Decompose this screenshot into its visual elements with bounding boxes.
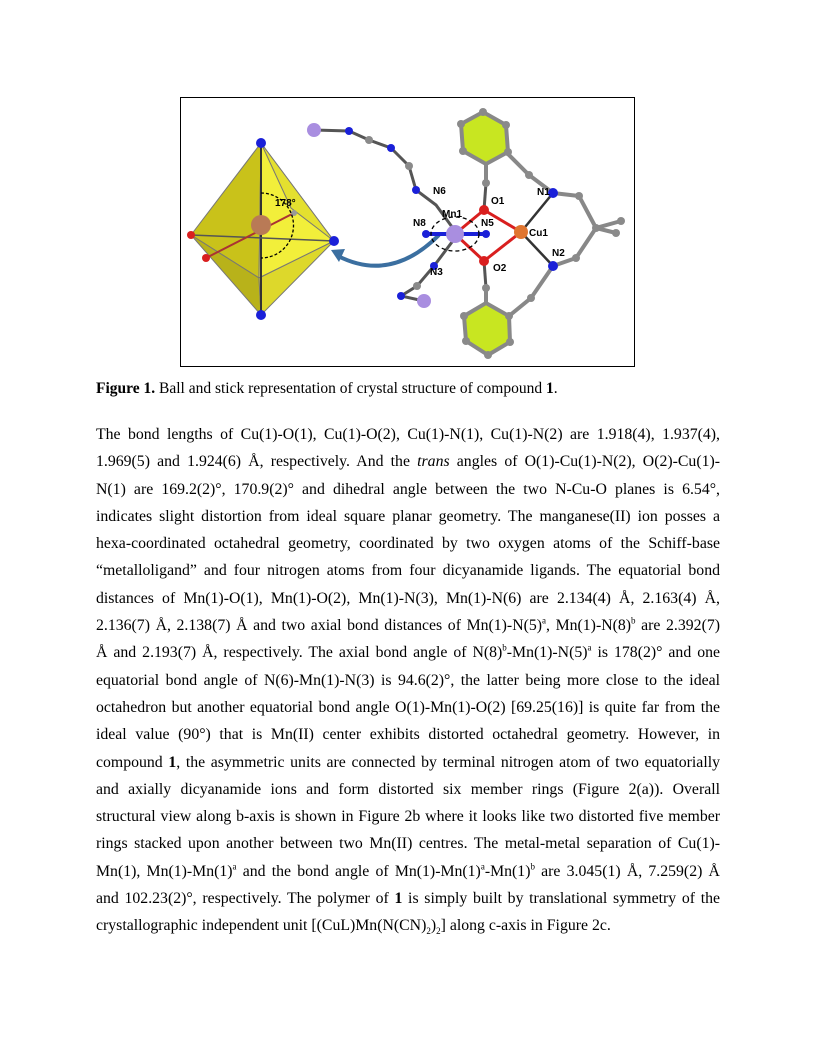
caption-compound: 1	[545, 380, 554, 397]
crystal-structure-diagram	[181, 98, 634, 366]
paragraph-line: The bond lengths of Cu(1)-O(1), Cu(1)-O(2), Cu(1)-N(1), Cu(1)-N(2) are 1.918(4), 1.937(4),	[96, 426, 720, 443]
body-paragraph	[96, 421, 720, 940]
text-run: Å and 2.193(7) Å, respectively. The axial bond angle of N(8)	[96, 644, 503, 662]
label-n1: N1	[537, 187, 550, 198]
paragraph-line: rings stacked upon another between two Mn(II) centres. The metal-metal separation of Cu(1)-	[96, 835, 720, 853]
paragraph-line: distances of Mn(1)-O(1), Mn(1)-O(2), Mn(1)-N(3), Mn(1)-N(6) are 2.134(4) Å, 2.163(4) Å,	[96, 589, 720, 607]
label-n5: N5	[481, 218, 494, 229]
text-run: , Mn(1)-N(8)	[546, 617, 632, 635]
label-n3: N3	[430, 267, 443, 278]
text-run: compound	[96, 753, 169, 771]
caption-text: Ball and stick representation of crystal structure of compound	[155, 380, 546, 397]
text-run: is simply built by translational symmetry of the	[402, 890, 720, 908]
paragraph-line: hexa-coordinated octahedral geometry, coordinated by two oxygen atoms of the Schiff-base	[96, 535, 720, 553]
paragraph-line	[96, 885, 720, 912]
text-run: angles of O(1)-Cu(1)-N(2), O(2)-Cu(1)-	[449, 453, 720, 471]
caption-end: .	[553, 380, 558, 397]
text-run: is 178(2)° and one	[591, 644, 720, 662]
paragraph-line: and axially dicyanamide ions and form distorted six member rings (Figure 2(a)). Overall	[96, 780, 720, 798]
text-run: )	[430, 917, 437, 935]
figure-1	[180, 97, 635, 367]
superscript: a	[232, 861, 237, 872]
label-cu1: Cu1	[529, 228, 548, 239]
label-n2: N2	[552, 248, 565, 259]
text-run: , the asymmetric units are connected by terminal nitrogen atom of two equatorially	[176, 753, 720, 771]
arrow	[338, 235, 439, 266]
paragraph-line	[96, 448, 720, 475]
subscript: 2	[426, 926, 431, 937]
paragraph-line: octahedron but another equatorial bond angle O(1)-Mn(1)-O(2) [69.25(16)] is quite far from the	[96, 698, 720, 716]
compound-number: 1	[394, 890, 403, 908]
superscript: a	[542, 615, 547, 626]
text-run: and the bond angle of Mn(1)-Mn(1)	[236, 862, 481, 880]
text-run: ] along c-axis in Figure 2c.	[440, 917, 611, 935]
paragraph-line	[96, 858, 720, 885]
paragraph-line	[96, 912, 720, 939]
superscript: a	[480, 861, 485, 872]
figure-caption	[96, 380, 720, 398]
text-run: Mn(1), Mn(1)-Mn(1)	[96, 862, 233, 880]
text-run: are 3.045(1) Å, 7.259(2) Å	[534, 862, 720, 880]
label-n6: N6	[433, 186, 446, 197]
superscript: b	[631, 615, 636, 626]
compound-number: 1	[168, 753, 177, 771]
text-run: 2.136(7) Å, 2.138(7) Å and two axial bond distances of Mn(1)-N(5)	[96, 617, 543, 635]
dicyanamide-top	[307, 123, 455, 231]
label-n8: N8	[413, 218, 426, 229]
text-run: -Mn(1)	[484, 862, 531, 880]
superscript: b	[502, 643, 507, 654]
paragraph-line	[96, 612, 720, 639]
italic-trans: trans	[417, 453, 450, 471]
text-run: crystallographic independent unit [(CuL)Mn(N(CN)	[96, 917, 427, 935]
subscript: 2	[436, 926, 441, 937]
text-run: -Mn(1)-N(5)	[506, 644, 588, 662]
text-run: 1.969(5) and 1.924(6) Å, respectively. And the	[96, 453, 418, 471]
paragraph-line: N(1) are 169.2(2)°, 170.9(2)° and dihedral angle between the two N-Cu-O planes is 6.54°,	[96, 480, 720, 498]
superscript: b	[530, 861, 535, 872]
label-o2: O2	[493, 263, 507, 274]
paragraph-line: indicates slight distortion from ideal square planar geometry. The manganese(II) ion posses a	[96, 507, 720, 525]
paragraph-line	[96, 639, 720, 666]
paragraph-line: structural view along b-axis is shown in Figure 2b where it looks like two distorted five member	[96, 808, 720, 826]
paragraph-line: equatorial bond angle of N(6)-Mn(1)-N(3) is 94.6(2)°, the latter being more close to the ideal	[96, 671, 720, 689]
text-run: are 2.392(7)	[635, 617, 720, 635]
label-mn1: Mn1	[442, 209, 462, 220]
label-o1: O1	[491, 196, 505, 207]
superscript: a	[587, 643, 592, 654]
text-run: and 102.23(2)°, respectively. The polymer of	[96, 890, 395, 908]
octahedron	[187, 138, 339, 320]
paragraph-line	[96, 749, 720, 776]
paragraph-line: ideal value (90°) that is Mn(II) center exhibits distorted octahedral geometry. However, in	[96, 726, 720, 744]
paragraph-line: “metalloligand” and four nitrogen atoms from four dicyanamide ligands. The equatorial bond	[96, 562, 720, 580]
caption-label: Figure 1.	[96, 380, 156, 397]
angle-label: 178°	[275, 198, 296, 209]
